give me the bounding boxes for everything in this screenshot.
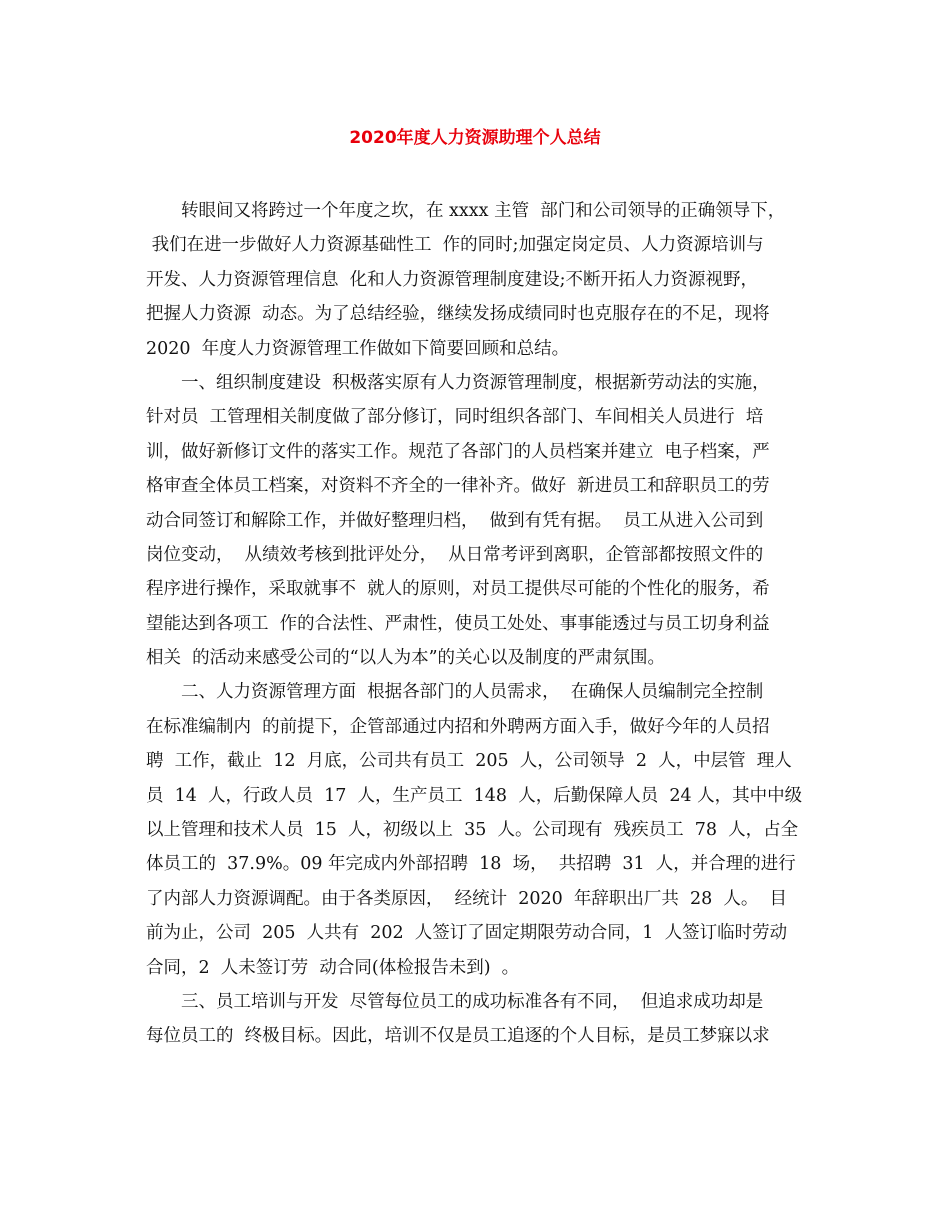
paragraph-4-line: 每位员工的 终极目标。因此，培训不仅是员工追逐的个人目标，是员工梦寐以求 [146, 1026, 770, 1047]
paragraph-2-line: 一、组织制度建设 积极落实原有人力资源管理制度，根据新劳动法的实施， [181, 372, 770, 393]
document-body [146, 194, 806, 1054]
paragraph-3-line: 合同，2 人未签订劳 动合同(体检报告未到) 。 [146, 957, 520, 978]
paragraph-1-line: 2020 年度人力资源管理工作做如下简要回顾和总结。 [146, 338, 570, 359]
paragraph-1-line: 把握人力资源 动态。为了总结经验，继续发扬成绩同时也克服存在的不足，现将 [146, 304, 770, 325]
paragraph-2-line: 望能达到各项工 作的合法性、严肃性，使员工处处、事事能透过与员工切身利益 [146, 613, 770, 634]
paragraph-2-line: 针对员 工管理相关制度做了部分修订，同时组织各部门、车间相关人员进行 培 [146, 407, 764, 428]
paragraph-3-line: 聘 工作，截止 12 月底，公司共有员工 205 人，公司领导 2 人，中层管 理人 [146, 751, 792, 772]
paragraph-3-line: 在标准编制内 的前提下，企管部通过内招和外聘两方面入手，做好今年的人员招 [146, 716, 770, 737]
paragraph-2-line: 训，做好新修订文件的落实工作。规范了各部门的人员档案并建立 电子档案，严 [146, 441, 770, 462]
paragraph-1-line: 我们在进一步做好人力资源基础性工 作的同时;加强定岗定员、人力资源培训与 [146, 235, 764, 256]
paragraph-3-line: 了内部人力资源调配。由于各类原因， 经统计 2020 年辞职出厂共 28 人。 目 [146, 888, 788, 909]
paragraph-1-line: 转眼间又将跨过一个年度之坎，在 xxxx 主管 部门和公司领导的正确领导下， [181, 201, 786, 221]
paragraph-2-line: 相关 的活动来感受公司的“以人为本”的关心以及制度的严肃氛围。 [146, 648, 666, 669]
paragraph-3-line: 二、人力资源管理方面 根据各部门的人员需求， 在确保人员编制完全控制 [181, 682, 764, 703]
paragraph-2-line: 程序进行操作，采取就事不 就人的原则，对员工提供尽可能的个性化的服务，希 [146, 579, 770, 600]
paragraph-2-line: 岗位变动， 从绩效考核到批评处分， 从日常考评到离职，企管部都按照文件的 [146, 544, 764, 565]
paragraph-3-line: 员 14 人，行政人员 17 人，生产员工 148 人，后勤保障人员 24 人，其中中级 [146, 785, 803, 806]
paragraph-1-line: 开发、人力资源管理信息 化和人力资源管理制度建设;不断开拓人力资源视野， [146, 269, 759, 290]
document-title: 2020年度人力资源助理个人总结 [349, 128, 601, 148]
paragraph-2-line: 动合同签订和解除工作，并做好整理归档， 做到有凭有据。 员工从进入公司到 [146, 510, 764, 531]
paragraph-3-line: 体员工的 37.9%。09 年完成内外部招聘 18 场， 共招聘 31 人，并合理的进行 [146, 854, 796, 875]
paragraph-3-line: 以上管理和技术人员 15 人，初级以上 35 人。公司现有 残疾员工 78 人，占全 [146, 820, 799, 841]
paragraph-2-line: 格审查全体员工档案，对资料不齐全的一律补齐。做好 新进员工和辞职员工的劳 [146, 476, 770, 497]
paragraph-4-line: 三、员工培训与开发 尽管每位员工的成功标准各有不同， 但追求成功却是 [181, 991, 764, 1012]
paragraph-3-line: 前为止，公司 205 人共有 202 人签订了固定期限劳动合同，1 人签订临时劳动 [146, 923, 788, 944]
